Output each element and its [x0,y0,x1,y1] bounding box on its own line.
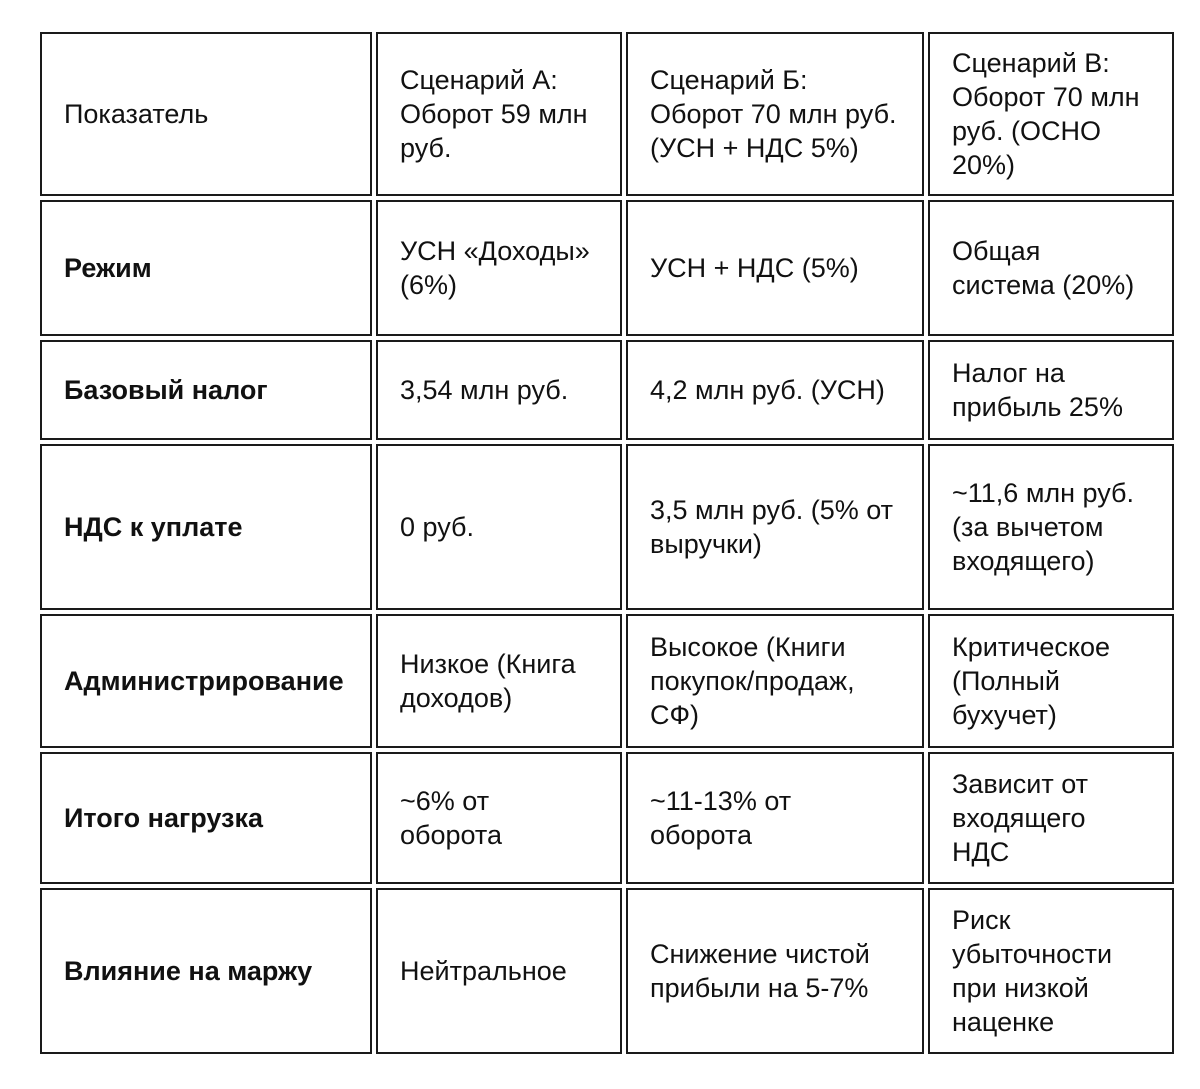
table-cell: Риск убыточности при низкой наценке [928,888,1174,1054]
table-cell: Низкое (Книга доходов) [376,614,622,748]
table-cell: Критическое (Полный бухучет) [928,614,1174,748]
table-cell: Снижение чистой прибыли на 5-7% [626,888,924,1054]
table-row-administration [40,614,1174,748]
table-cell: Зависит от входящего НДС [928,752,1174,884]
tax-scenarios-table [36,28,1178,1058]
header-cell-scenario-a: Сценарий А: Оборот 59 млн руб. [376,32,622,196]
table-cell: УСН «Доходы» (6%) [376,200,622,336]
row-label: Базовый налог [40,340,372,440]
table-cell: 3,54 млн руб. [376,340,622,440]
table-cell: ~6% от оборота [376,752,622,884]
table-cell: 0 руб. [376,444,622,610]
header-cell-indicator: Показатель [40,32,372,196]
table-row-base-tax [40,340,1174,440]
header-cell-scenario-c: Сценарий В: Оборот 70 млн руб. (ОСНО 20%) [928,32,1174,196]
table-cell: ~11-13% от оборота [626,752,924,884]
table-row-total-burden [40,752,1174,884]
table-cell: 4,2 млн руб. (УСН) [626,340,924,440]
table-cell: УСН + НДС (5%) [626,200,924,336]
table-cell: ~11,6 млн руб. (за вычетом входящего) [928,444,1174,610]
table-row-regime [40,200,1174,336]
row-label: Режим [40,200,372,336]
comparison-table-wrapper [36,28,1178,1058]
table-cell: Нейтральное [376,888,622,1054]
table-cell: 3,5 млн руб. (5% от выручки) [626,444,924,610]
row-label: Итого нагрузка [40,752,372,884]
table-row-margin-impact [40,888,1174,1054]
table-cell: Общая система (20%) [928,200,1174,336]
table-header-row [40,32,1174,196]
table-row-vat [40,444,1174,610]
row-label: НДС к уплате [40,444,372,610]
table-cell: Высокое (Книги покупок/продаж, СФ) [626,614,924,748]
row-label: Влияние на маржу [40,888,372,1054]
header-cell-scenario-b: Сценарий Б: Оборот 70 млн руб. (УСН + НДС 5%) [626,32,924,196]
row-label: Администрирование [40,614,372,748]
table-cell: Налог на прибыль 25% [928,340,1174,440]
